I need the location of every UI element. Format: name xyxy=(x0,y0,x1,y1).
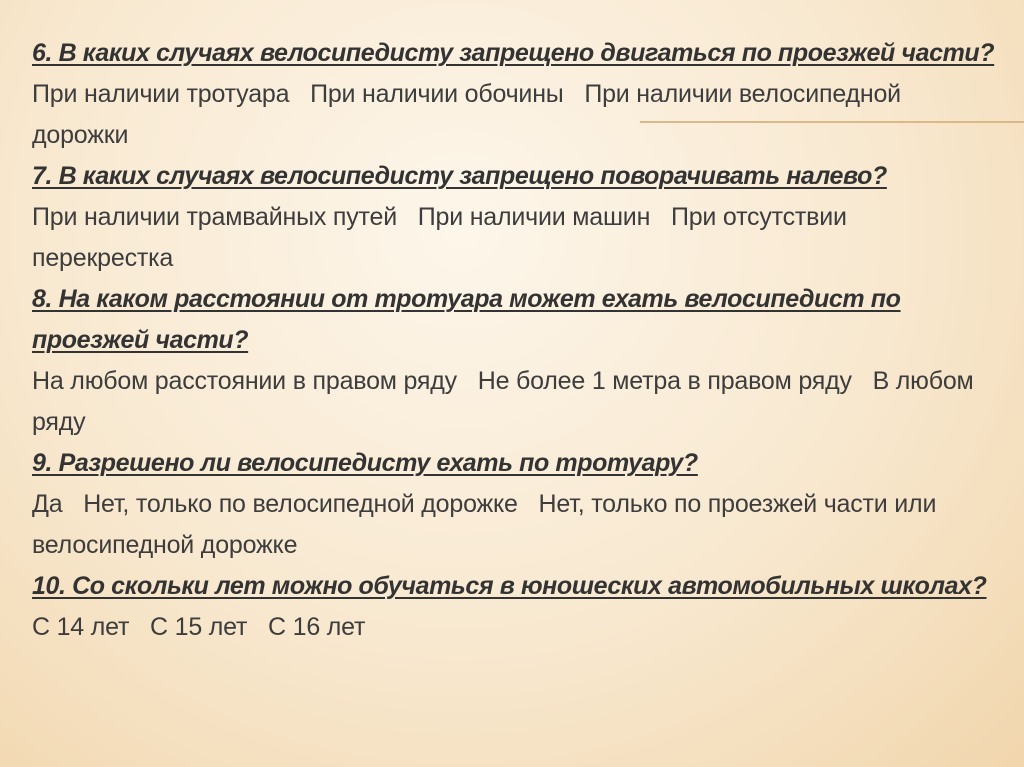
answers-9 xyxy=(32,484,1004,566)
question-10: 10. Со скольки лет можно обучаться в юношеских автомобильных школах? xyxy=(32,572,987,600)
answer-option: Нет, только по проезжей части или велосипедной дорожке xyxy=(32,490,937,559)
answer-option: При наличии обочины xyxy=(310,80,564,108)
question-8: 8. На каком расстоянии от тротуара может ехать велосипедист по проезжей части? xyxy=(32,285,901,354)
question-7: 7. В каких случаях велосипедисту запрещено поворачивать налево? xyxy=(32,162,887,190)
answer-option: При наличии машин xyxy=(417,203,651,231)
answer-option: Не более 1 метра в правом ряду xyxy=(477,367,852,395)
answer-option: В любом ряду xyxy=(32,367,974,436)
answers-10 xyxy=(32,607,1004,648)
question-9: 9. Разрешено ли велосипедисту ехать по тротуару? xyxy=(32,449,698,477)
answer-option: При наличии трамвайных путей xyxy=(32,203,397,231)
answer-option: На любом расстоянии в правом ряду xyxy=(32,367,457,395)
answer-option: С 16 лет xyxy=(268,613,366,641)
answer-option: При отсутствии перекрестка xyxy=(32,203,847,272)
answers-7 xyxy=(32,197,1004,279)
answers-6 xyxy=(32,74,1004,156)
answer-option: При наличии велосипедной дорожки xyxy=(32,80,901,149)
answer-option: При наличии тротуара xyxy=(32,80,290,108)
answer-option: С 14 лет xyxy=(32,613,130,641)
quiz-content xyxy=(32,33,1004,648)
answers-8 xyxy=(32,361,1004,443)
answer-option: Да xyxy=(32,490,63,518)
answer-option: Нет, только по велосипедной дорожке xyxy=(83,490,518,518)
answer-option: С 15 лет xyxy=(150,613,248,641)
question-6: 6. В каких случаях велосипедисту запрещено двигаться по проезжей части? xyxy=(32,39,995,67)
